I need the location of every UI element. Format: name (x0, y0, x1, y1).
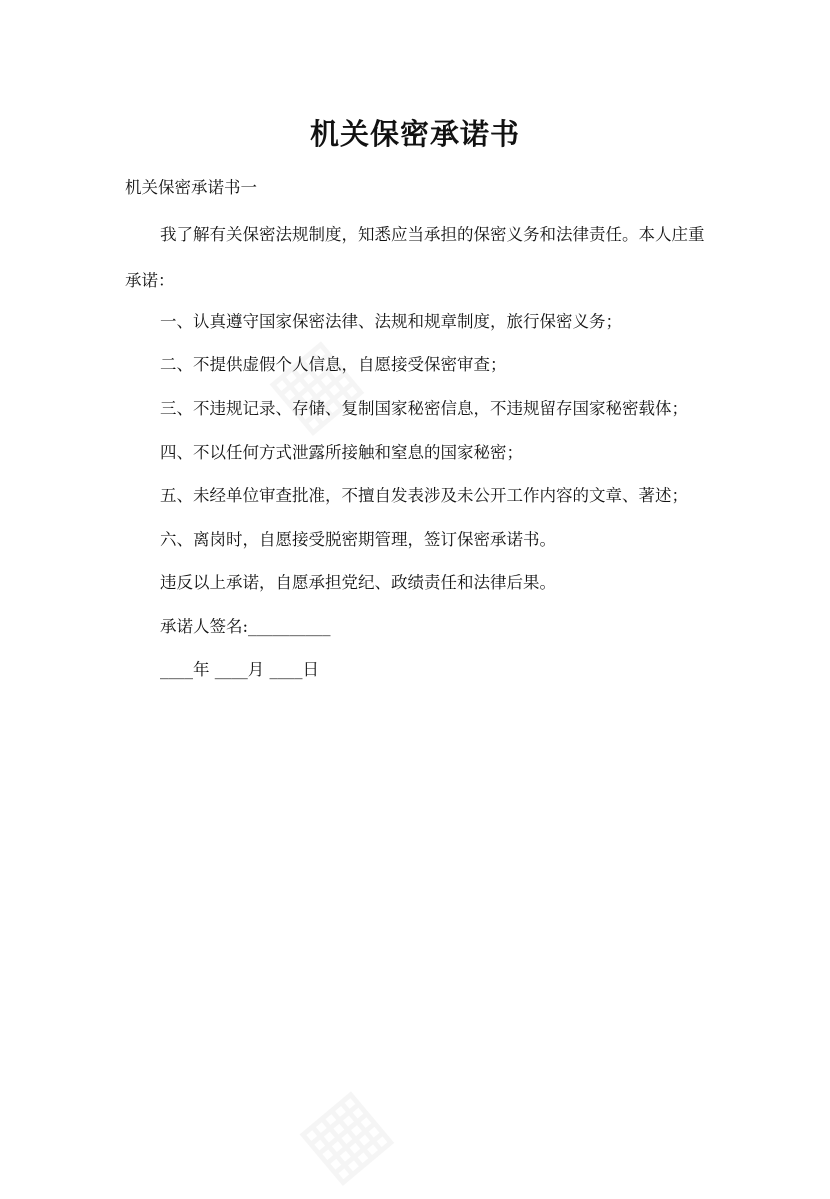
commitment-item: 五、未经单位审查批准，不擅自发表涉及未公开工作内容的文章、著述； (160, 486, 688, 505)
intro-paragraph-line-2: 承诺： (125, 271, 175, 290)
commitment-item: 四、不以任何方式泄露所接触和窒息的国家秘密； (160, 443, 523, 462)
commitment-item: 二、不提供虚假个人信息，自愿接受保密审查； (160, 355, 507, 374)
signature-line: 承诺人签名:__________ (160, 617, 331, 636)
document-subtitle: 机关保密承诺书一 (125, 178, 257, 197)
date-line: ____年 ____月 ____日 (160, 660, 319, 679)
document-title: 机关保密承诺书 (309, 117, 520, 151)
closing-statement: 违反以上承诺，自愿承担党纪、政绩责任和法律后果。 (160, 573, 556, 592)
commitment-item: 三、不违规记录、存储、复制国家秘密信息，不违规留存国家秘密载体； (160, 399, 688, 418)
watermark (247, 314, 380, 449)
commitment-item: 一、认真遵守国家保密法律、法规和规章制度，旅行保密义务； (160, 312, 622, 331)
commitment-item: 六、离岗时，自愿接受脱密期管理，签订保密承诺书。 (160, 530, 556, 549)
intro-paragraph-line-1: 我了解有关保密法规制度，知悉应当承担的保密义务和法律责任。本人庄重 (160, 225, 705, 244)
watermark (277, 1064, 410, 1199)
